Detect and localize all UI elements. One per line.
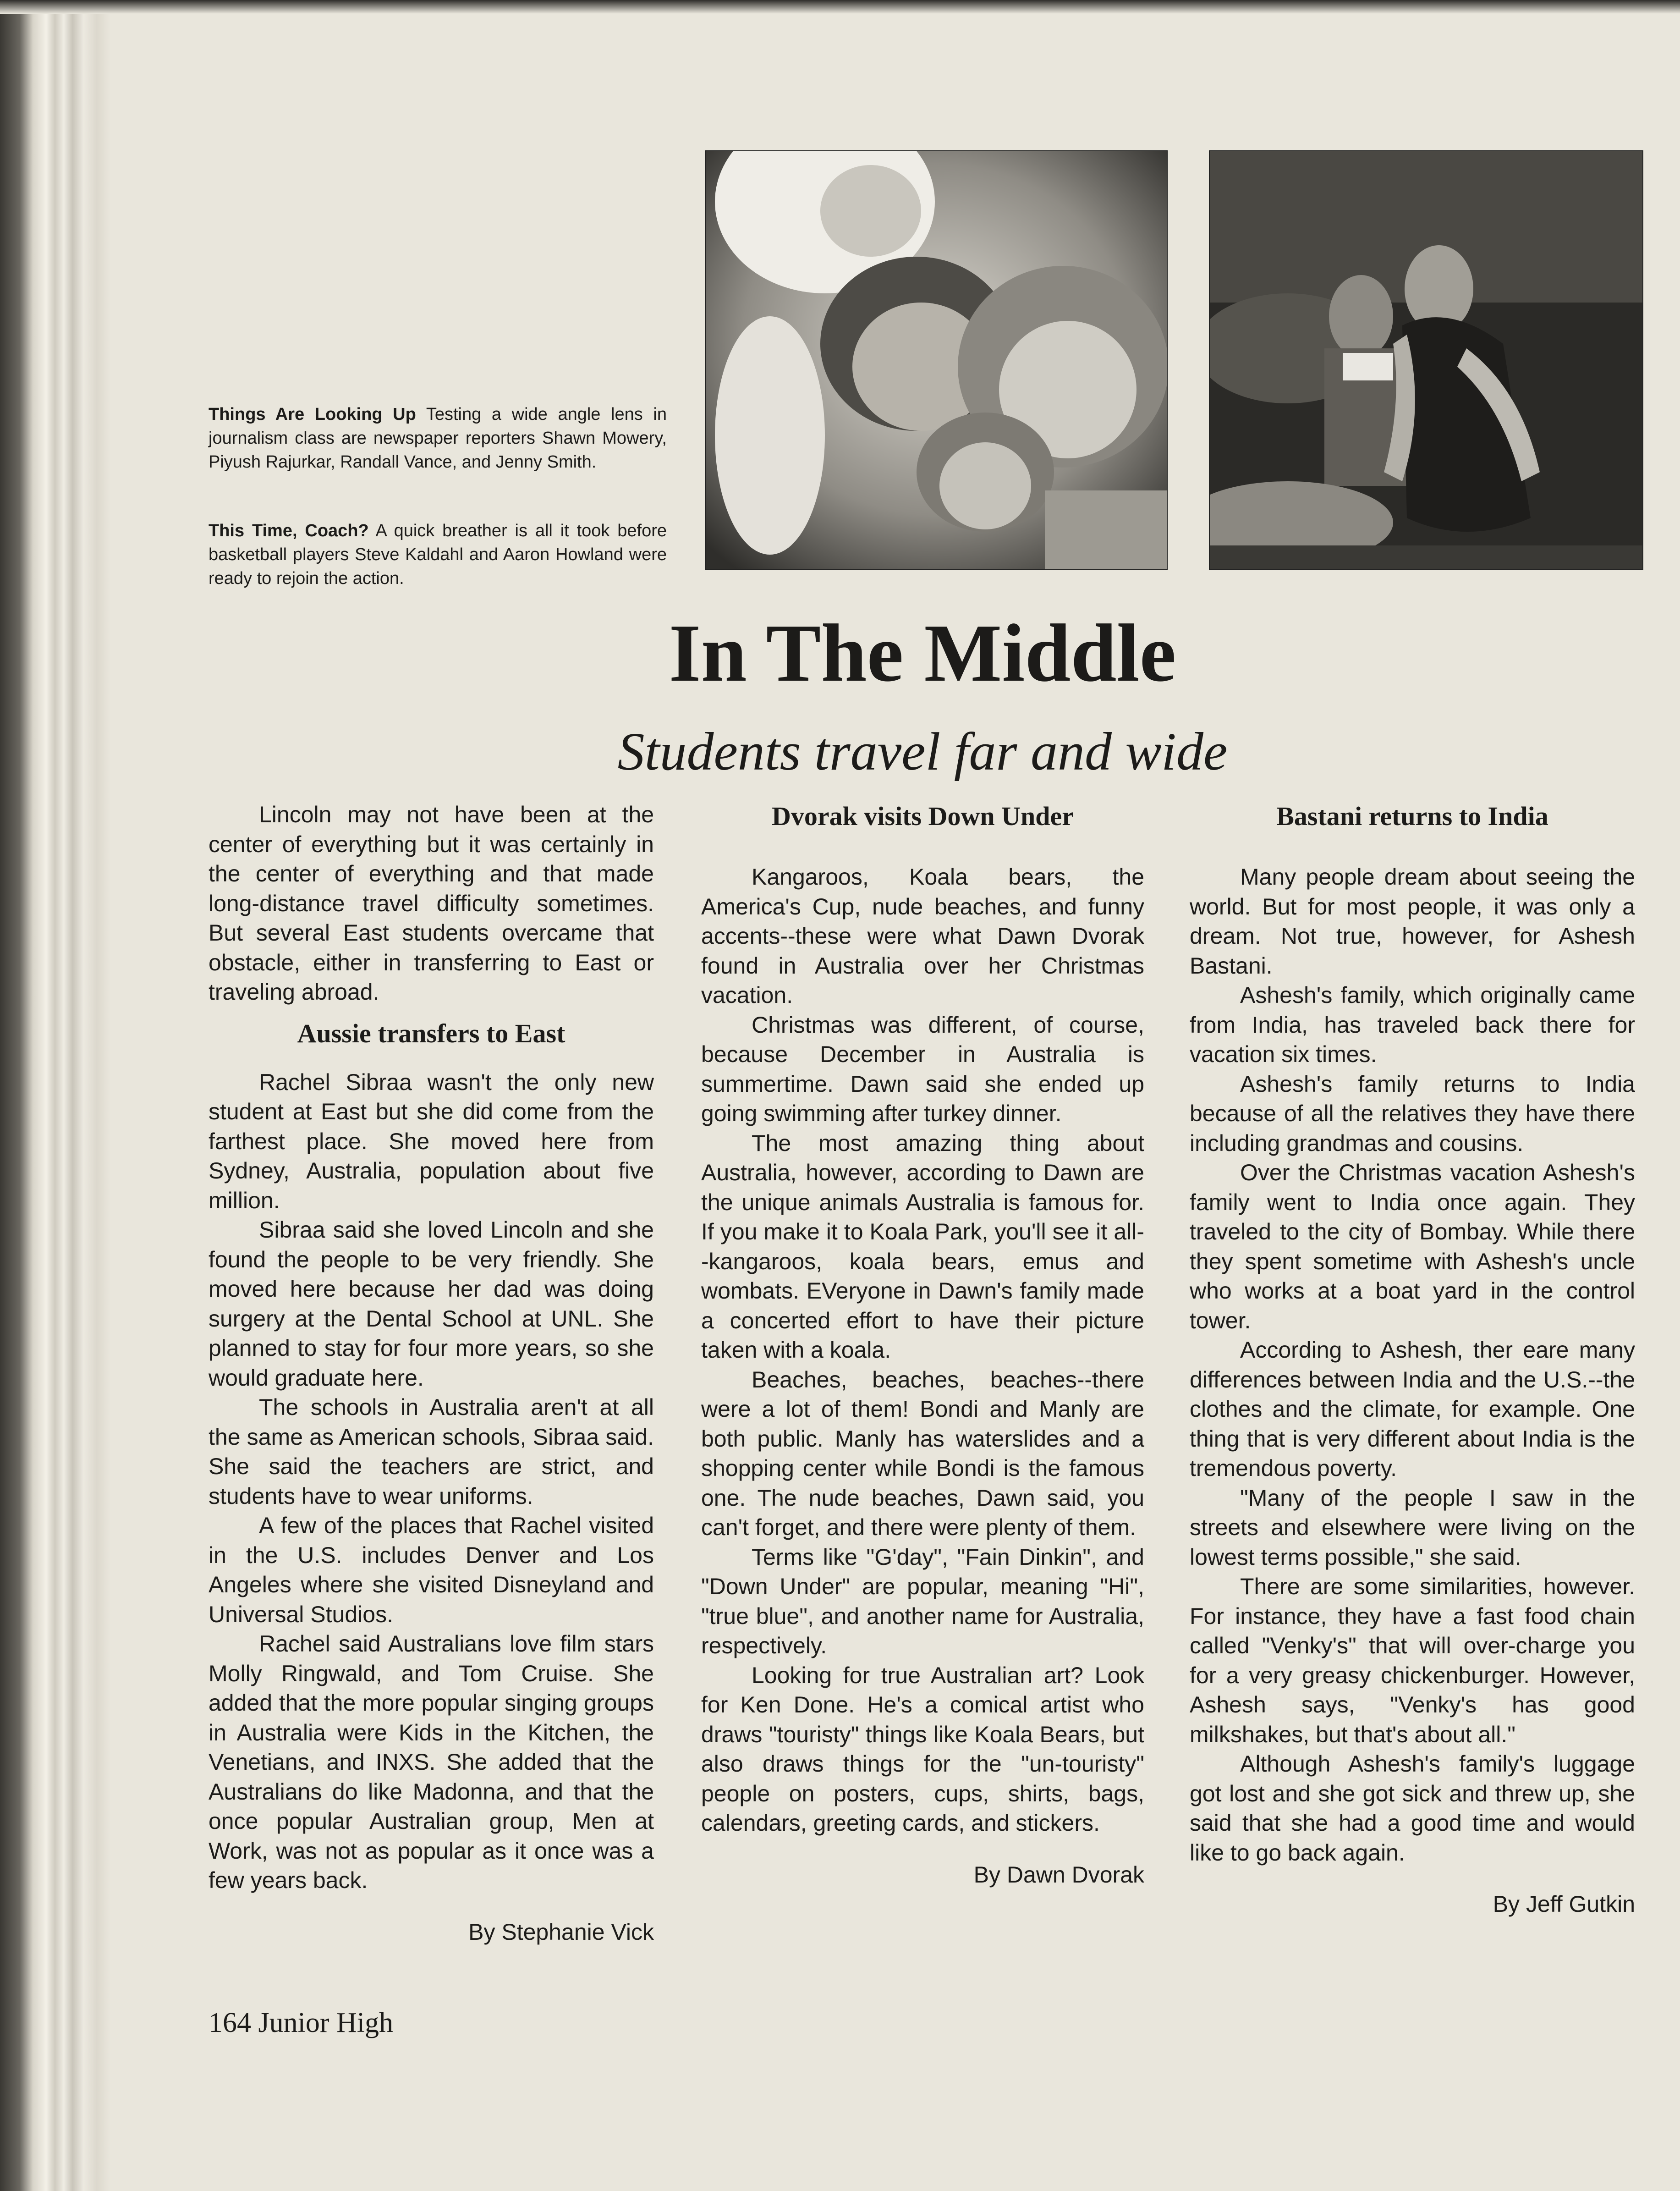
article-paragraph: The most amazing thing about Australia, however, according to Dawn are the unique animals Australia is famous for. If you make it to Koala Park, you'll see it all--kangaroos, koala bears, emus and wombats. EVeryone in Dawn's family made a concerted effort to have their picture taken with a koala. bbox=[701, 1130, 1144, 1363]
column-bastani bbox=[1190, 800, 1635, 1919]
page-top-edge bbox=[0, 0, 1680, 14]
caption-1-title: Things Are Looking Up bbox=[209, 405, 416, 424]
book-binding-edge bbox=[0, 0, 110, 2191]
byline: By Jeff Gutkin bbox=[1493, 1891, 1635, 1917]
byline: By Dawn Dvorak bbox=[973, 1861, 1144, 1888]
column-dvorak bbox=[701, 800, 1144, 1889]
intro-paragraph: Lincoln may not have been at the center of everything but it was certainly in the center of everything and that made long-distance travel difficulty sometimes. But several East students overcame that obstacle, either in transferring to East or traveling abroad. bbox=[209, 802, 654, 1005]
article-paragraph: Terms like "G'day", "Fain Dinkin", and "Down Under" are popular, meaning "Hi", "true blue", and another name for Australia, respectively. bbox=[701, 1544, 1144, 1658]
caption-2-title: This Time, Coach? bbox=[209, 521, 369, 540]
caption-2-text: A quick breather is all it took before basketball players Steve Kaldahl and Aaron Howland were ready to rejoin the action. bbox=[209, 521, 667, 588]
photo-journalism-students bbox=[705, 150, 1168, 570]
section-heading-aussie: Aussie transfers to East bbox=[297, 1018, 565, 1048]
article-paragraph: Over the Christmas vacation Ashesh's family went to India once again. They traveled to the city of Bombay. While there they spent sometime with Ashesh's uncle who works at a boat yard in the control tower. bbox=[1190, 1160, 1635, 1333]
subheadline: Students travel far and wide bbox=[617, 721, 1228, 782]
photo-caption-1 bbox=[209, 402, 667, 474]
article-paragraph: "Many of the people I saw in the streets and elsewhere were living on the lowest terms possible," she said. bbox=[1190, 1485, 1635, 1570]
article-paragraph: Sibraa said she loved Lincoln and she found the people to be very friendly. She moved here because her dad was doing surgery at the Dental School at UNL. She planned to stay for four more years, so she would graduate here. bbox=[209, 1217, 654, 1391]
article-paragraph: Rachel said Australians love film stars Molly Ringwald, and Tom Cruise. She added that the more popular singing groups in Australia were Kids in the Kitchen, the Venetians, and INXS. She added that the Australians do like Madonna, and that the once popular Australian group, Men at Work, was not as popular as it once was a few years back. bbox=[209, 1631, 654, 1893]
article-paragraph: Christmas was different, of course, because December in Australia is summertime. Dawn said she ended up going swimming after turkey dinner. bbox=[701, 1012, 1144, 1126]
article-paragraph: Ashesh's family returns to India because of all the relatives they have there including grandmas and cousins. bbox=[1190, 1071, 1635, 1156]
article-paragraph: Although Ashesh's family's luggage got lost and she got sick and threw up, she said that she had a good time and would like to go back again. bbox=[1190, 1751, 1635, 1866]
article-paragraph: Rachel Sibraa wasn't the only new student at East but she did come from the farthest place. She moved here from Sydney, Australia, population about five million. bbox=[209, 1069, 654, 1213]
section-heading-bastani: Bastani returns to India bbox=[1276, 801, 1548, 831]
page-folio: 164 Junior High bbox=[209, 2007, 393, 2038]
article-paragraph: According to Ashesh, ther eare many differences between India and the U.S.--the clothes and the climate, for example. One thing that is very different about India is the tremendous poverty. bbox=[1190, 1337, 1635, 1481]
article-paragraph: Looking for true Australian art? Look for Ken Done. He's a comical artist who draws "touristy" things like Koala Bears, but also draws things for the "un-touristy" people on posters, cups, shirts, bags, calendars, greeting cards, and stickers. bbox=[701, 1662, 1144, 1836]
photo-caption-2 bbox=[209, 519, 667, 590]
article-paragraph: There are some similarities, however. For instance, they have a fast food chain called "Venky's" that will over-charge you for a very greasy chickenburger. However, Ashesh says, "Venky's has good milkshakes, but that's about all." bbox=[1190, 1574, 1635, 1747]
article-paragraph: Kangaroos, Koala bears, the America's Cup, nude beaches, and funny accents--these were what Dawn Dvorak found in Australia over her Christmas vacation. bbox=[701, 864, 1144, 1008]
photo-basketball-players bbox=[1209, 150, 1643, 570]
byline: By Stephanie Vick bbox=[468, 1919, 654, 1945]
article-paragraph: Many people dream about seeing the world. But for most people, it was only a dream. Not true, however, for Ashesh Bastani. bbox=[1190, 864, 1635, 979]
headline: In The Middle bbox=[669, 607, 1176, 699]
column-aussie bbox=[209, 800, 654, 1947]
caption-1-text: Testing a wide angle lens in journalism class are newspaper reporters Shawn Mowery, Piyush Rajurkar, Randall Vance, and Jenny Smith. bbox=[209, 405, 667, 472]
article-paragraph: Ashesh's family, which originally came from India, has traveled back there for vacation six times. bbox=[1190, 982, 1635, 1067]
article-paragraph: A few of the places that Rachel visited in the U.S. includes Denver and Los Angeles where she visited Disneyland and Universal Studios. bbox=[209, 1513, 654, 1627]
article-paragraph: The schools in Australia aren't at all the same as American schools, Sibraa said. She said the teachers are strict, and students have to wear uniforms. bbox=[209, 1394, 654, 1509]
article-paragraph: Beaches, beaches, beaches--there were a lot of them! Bondi and Manly are both public. Manly has waterslides and a shopping center while Bondi is the famous one. The nude beaches, Dawn said, you can't forget, and there were plenty of them. bbox=[701, 1366, 1144, 1540]
section-heading-dvorak: Dvorak visits Down Under bbox=[772, 801, 1074, 831]
